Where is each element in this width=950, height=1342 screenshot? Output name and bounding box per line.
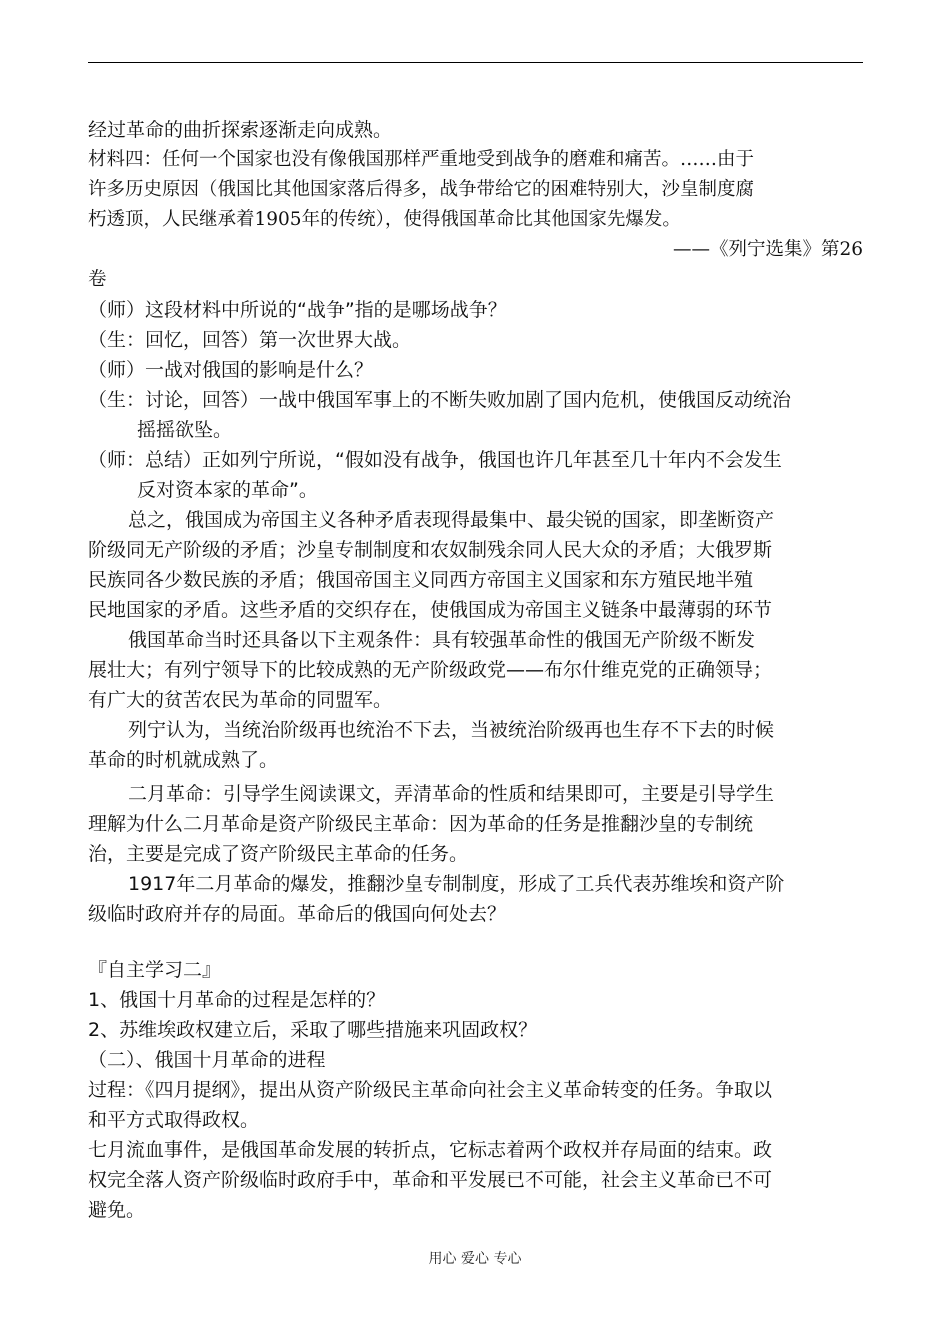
text-line: 阶级同无产阶级的矛盾；沙皇专制制度和农奴制残余同人民大众的矛盾；大俄罗斯 (88, 539, 773, 561)
text-line: 反对资本家的革命”。 (137, 479, 318, 501)
text-line: 七月流血事件，是俄国革命发展的转折点，它标志着两个政权并存局面的结束。政 (88, 1139, 773, 1161)
citation: ——《列宁选集》第26 (672, 239, 863, 260)
section-heading: 『自主学习二』 (88, 959, 222, 981)
text-line: （师）这段材料中所说的“战争”指的是哪场战争？ (88, 299, 507, 321)
text-line: （师）一战对俄国的影响是什么？ (88, 359, 374, 381)
text-line: （生：讨论，回答）一战中俄国军事上的不断失败加剧了国内危机，使俄国反动统治 (88, 389, 792, 411)
text-line: 理解为什么二月革命是资产阶级民主革命：因为革命的任务是推翻沙皇的专制统 (88, 813, 754, 835)
text-line: 朽透顶，人民继承着1905年的传统），使得俄国革命比其他国家先爆发。 (88, 209, 681, 230)
text-line: 经过革命的曲折探索逐渐走向成熟。 (88, 119, 393, 141)
paragraph-start: 列宁认为，当统治阶级再也统治不下去，当被统治阶级再也生存不下去的时候 (128, 719, 775, 741)
text-line: 有广大的贫苦农民为革命的同盟军。 (88, 689, 393, 711)
text-line: 许多历史原因（俄国比其他国家落后得多，战争带给它的困难特别大，沙皇制度腐 (88, 179, 755, 200)
text-line: 避免。 (88, 1199, 146, 1221)
text-line: （师：总结）正如列宁所说，“假如没有战争，俄国也许几年甚至几十年内不会发生 (88, 449, 782, 471)
document-body (88, 116, 863, 1226)
question-2: 2、苏维埃政权建立后，采取了哪些措施来巩固政权？ (88, 1019, 538, 1041)
text-line: 权完全落人资产阶级临时政府手中，革命和平发展已不可能，社会主义革命已不可 (88, 1169, 773, 1191)
text-line: 材料四：任何一个国家也没有像俄国那样严重地受到战争的磨难和痛苦。……由于 (88, 149, 755, 170)
text-line: 民族同各少数民族的矛盾；俄国帝国主义同西方帝国主义国家和东方殖民地半殖 (88, 569, 754, 591)
header-rule (88, 62, 863, 63)
text-line: 民地国家的矛盾。这些矛盾的交织存在，使俄国成为帝国主义链条中最薄弱的环节 (88, 599, 773, 621)
paragraph-start: 二月革命：引导学生阅读课文，弄清革命的性质和结果即可，主要是引导学生 (128, 783, 775, 805)
text-line: 和平方式取得政权。 (88, 1109, 260, 1131)
paragraph-start: 1917年二月革命的爆发，推翻沙皇专制制度，形成了工兵代表苏维埃和资产阶 (128, 873, 785, 895)
text-line: 卷 (88, 269, 107, 290)
text-line: 展壮大；有列宁领导下的比较成熟的无产阶级政党——布尔什维克党的正确领导； (88, 659, 773, 681)
text-line: 摇摇欲坠。 (137, 419, 233, 441)
text-line: （生：回忆，回答）第一次世界大战。 (88, 329, 412, 351)
paragraph-start: 俄国革命当时还具备以下主观条件：具有较强革命性的俄国无产阶级不断发 (128, 629, 756, 651)
page-footer: 用心 爱心 专心 (428, 1251, 522, 1267)
text-line: 级临时政府并存的局面。革命后的俄国向何处去？ (88, 903, 507, 925)
subsection-heading: （二）、俄国十月革命的进程 (88, 1049, 326, 1071)
text-line: 治，主要是完成了资产阶级民主革命的任务。 (88, 843, 469, 865)
text-line: 革命的时机就成熟了。 (88, 749, 279, 771)
question-1: 1、俄国十月革命的过程是怎样的？ (88, 989, 386, 1011)
paragraph-start: 总之，俄国成为帝国主义各种矛盾表现得最集中、最尖锐的国家，即垄断资产 (128, 509, 775, 531)
text-line: 过程：《四月提纲》，提出从资产阶级民主革命向社会主义革命转变的任务。争取以 (88, 1079, 773, 1101)
